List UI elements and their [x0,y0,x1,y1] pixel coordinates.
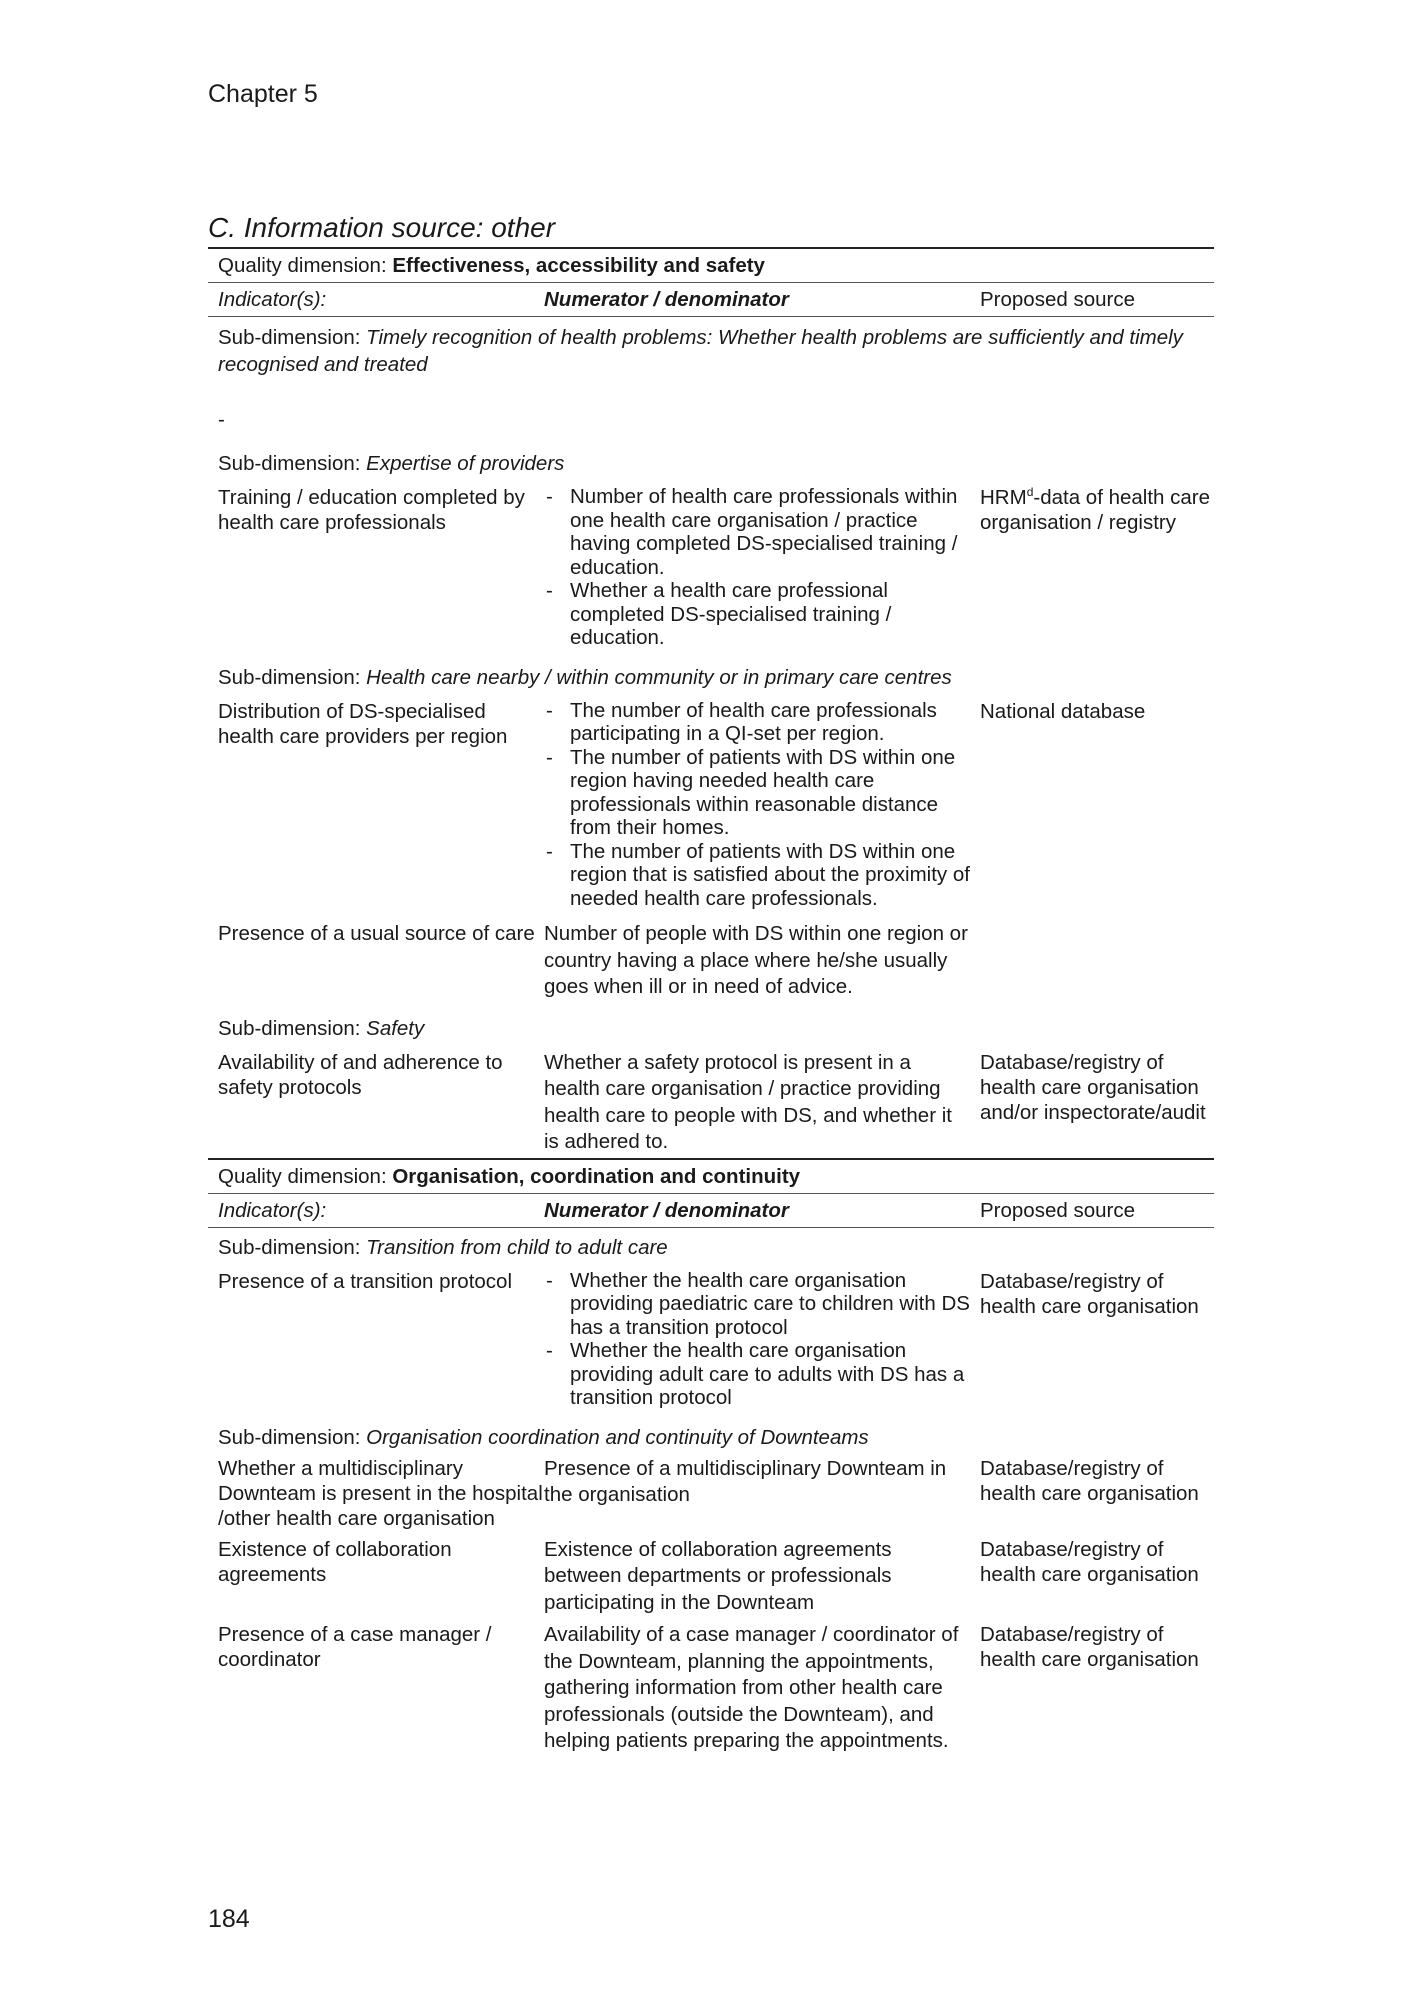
source-cell: Database/registry of health care organisation [980,1269,1199,1318]
numerator-cell [544,699,980,911]
list-item: - The number of health care professionals participating in a QI-set per region. [544,699,972,746]
indicator-cell: Presence of a usual source of care [218,922,535,945]
source-cell [980,921,1214,1001]
indicator-cell: Training / education completed by health care professionals [218,486,525,534]
running-head: Chapter 5 [208,80,318,108]
table-row [208,1537,1214,1623]
table-row [208,482,1214,658]
source-cell: Database/registry of health care organisation and/or inspectorate/audit [980,1050,1206,1124]
numerator-cell [544,485,980,650]
indicator-table [208,247,1214,1755]
table-header [208,1194,1214,1227]
numerator-header: Numerator / denominator [544,288,789,311]
numerator-cell: Presence of a multidisciplinary Downteam in the organisation [544,1456,947,1506]
indicator-cell: Whether a multidisciplinary Downteam is present in the hospital /other health care organisation [218,1456,543,1530]
quality-dimension-heading: Quality dimension: Organisation, coordination and continuity [218,1164,801,1188]
list-item: - Whether the health care organisation providing paediatric care to children with DS has a transition protocol [544,1269,972,1340]
numerator-cell [544,1269,980,1410]
table-row [208,1047,1214,1158]
source-cell: Database/registry of health care organisation [980,1623,1199,1671]
source-cell: HRM$^d$-data of health care organisation / registry [980,485,1211,534]
list-item: - The number of patients with DS within one region having needed health care professionals within reasonable distance from their homes. [544,746,972,840]
indicator-cell: Presence of a transition protocol [218,1269,512,1293]
list-item: - The number of patients with DS within one region that is satisfied about the proximity of needed health care professionals. [544,840,972,911]
numerator-cell: Existence of collaboration agreements between departments or professionals participating in the Downteam [544,1537,892,1614]
list-item: - Number of health care professionals within one health care organisation / practice having completed DS-specialised training / education. [544,485,972,579]
table-row [208,1622,1214,1755]
sub-dimension: Sub-dimension: Safety [218,1016,425,1040]
indicator-header: Indicator(s): [218,288,327,311]
table-row [208,1266,1214,1418]
table-row [208,1456,1214,1537]
section-title: C. Information source: other [208,212,556,243]
numerator-header: Numerator / denominator [544,1198,789,1222]
numerator-cell: Availability of a case manager / coordinator of the Downteam, planning the appointments, gathering information from other health care professionals (outside the Downteam), and helping patients preparing the appointments. [544,1623,959,1752]
indicator-cell: Existence of collaboration agreements [218,1537,452,1586]
indicator-cell: Availability of and adherence to safety protocols [218,1050,503,1099]
sub-dimension: Sub-dimension: Timely recognition of health problems: Whether health problems are sufficiently and timely recognised and treated [218,326,1183,376]
sub-dimension: Sub-dimension: Expertise of providers [218,452,565,475]
list-item: - Whether the health care organisation providing adult care to adults with DS has a transition protocol [544,1339,972,1410]
numerator-cell: Whether a safety protocol is present in a health care organisation / practice providing health care to people with DS, and whether it is adhered to. [544,1050,952,1153]
source-cell: Database/registry of health care organisation [980,1537,1199,1586]
source-header: Proposed source [980,1198,1135,1222]
numerator-cell: Number of people with DS within one region or country having a place where he/she usually goes when ill or in need of advice. [544,922,968,998]
list-item: - Whether a health care professional completed DS-specialised training / education. [544,579,972,650]
quality-dimension-title: Effectiveness, accessibility and safety [392,254,765,277]
source-cell: National database [980,699,1146,723]
quality-dimension-title: Organisation, coordination and continuity [392,1164,801,1188]
sub-dimension: Sub-dimension: Health care nearby / within community or in primary care centres [218,665,952,689]
table-row [208,918,1214,1009]
indicator-cell: Presence of a case manager / coordinator [218,1623,492,1671]
sub-dimension: Sub-dimension: Organisation coordination and continuity of Downteams [218,1425,869,1449]
quality-dimension-heading: Quality dimension: Effectiveness, accessibility and safety [218,254,765,277]
sub-dimension: Sub-dimension: Transition from child to adult care [218,1235,668,1259]
indicator-header: Indicator(s): [218,1198,327,1222]
indicator-cell: Distribution of DS-specialised health care providers per region [218,699,508,748]
table-row [208,696,1214,919]
empty-placeholder: - [218,408,225,431]
source-header: Proposed source [980,288,1135,311]
page-number: 184 [208,1905,250,1933]
source-cell: Database/registry of health care organisation [980,1456,1199,1505]
table-header [208,283,1214,316]
